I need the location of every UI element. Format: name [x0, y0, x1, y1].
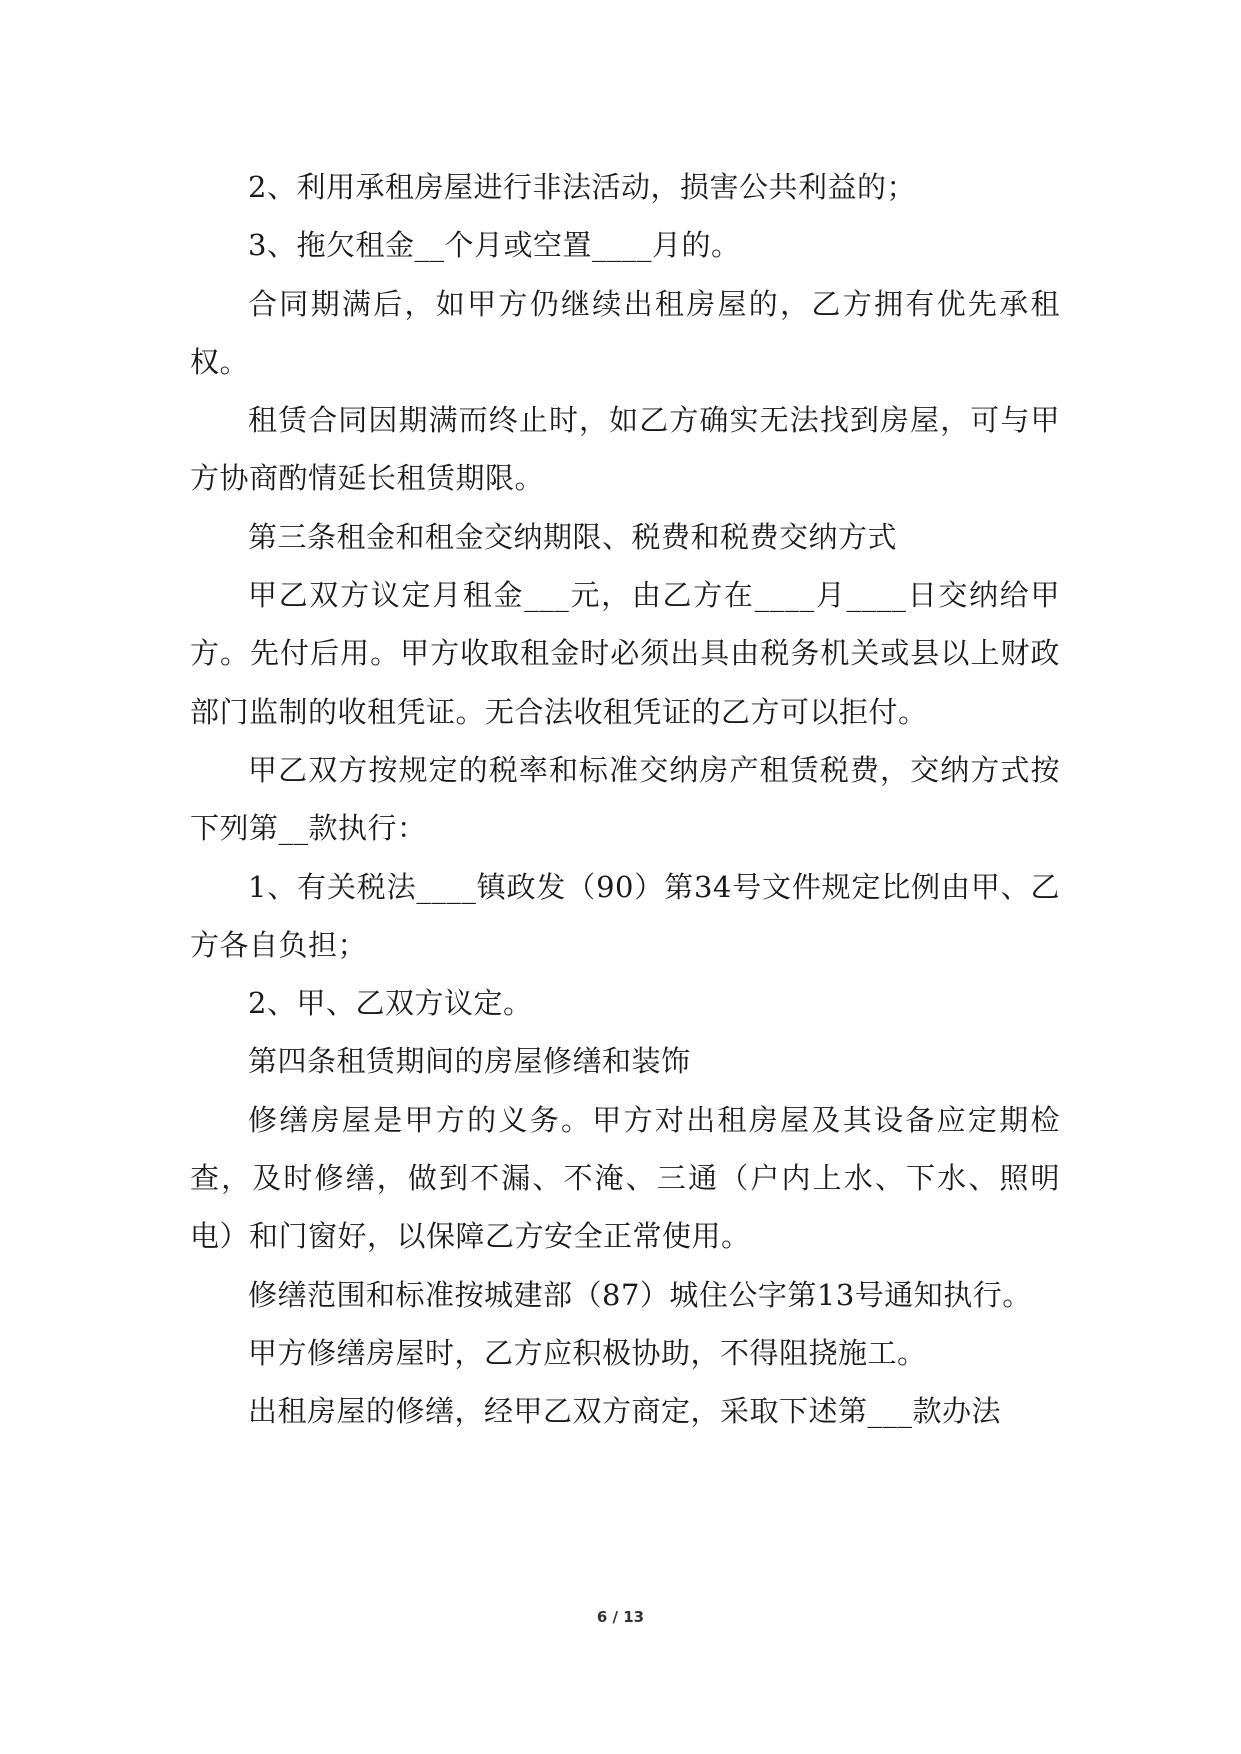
paragraph: 租赁合同因期满而终止时，如乙方确实无法找到房屋，可与甲方协商酌情延长租赁期限。: [190, 403, 1060, 496]
paragraph: 2、甲、乙双方议定。: [248, 986, 533, 1021]
document-body: [190, 158, 1060, 1441]
paragraph: 修缮范围和标准按城建部（87）城住公字第13号通知执行。: [248, 1277, 1032, 1312]
section-heading: 第四条租赁期间的房屋修缮和装饰: [248, 1044, 691, 1079]
paragraph: 修缮房屋是甲方的义务。甲方对出租房屋及其设备应定期检查，及时修缮，做到不漏、不淹、三通（户内上水、下水、照明电）和门窗好，以保障乙方安全正常使用。: [190, 1102, 1060, 1254]
paragraph: 出租房屋的修缮，经甲乙双方商定，采取下述第___款办法: [248, 1394, 1002, 1429]
paragraph: 甲乙双方按规定的税率和标准交纳房产租赁税费，交纳方式按下列第__款执行：: [190, 752, 1060, 846]
paragraph: 合同期满后，如甲方仍继续出租房屋的，乙方拥有优先承租权。: [190, 286, 1060, 379]
paragraph: 3、拖欠租金__个月或空置____月的。: [248, 228, 741, 263]
section-heading: 第三条租金和租金交纳期限、税费和税费交纳方式: [248, 519, 898, 554]
paragraph: 甲乙双方议定月租金___元，由乙方在____月____日交纳给甲方。先付后用。甲方收取租金时必须出具由税务机关或县以上财政部门监制的收租凭证。无合法收租凭证的乙方可以拒付。: [190, 578, 1060, 729]
paragraph: 甲方修缮房屋时，乙方应积极协助，不得阻挠施工。: [248, 1335, 927, 1370]
paragraph: 1、有关税法____镇政发（90）第34号文件规定比例由甲、乙方各自负担；: [190, 869, 1060, 962]
paragraph: 2、利用承租房屋进行非法活动，损害公共利益的；: [248, 170, 916, 204]
page-number: 6 / 13: [596, 1608, 645, 1626]
